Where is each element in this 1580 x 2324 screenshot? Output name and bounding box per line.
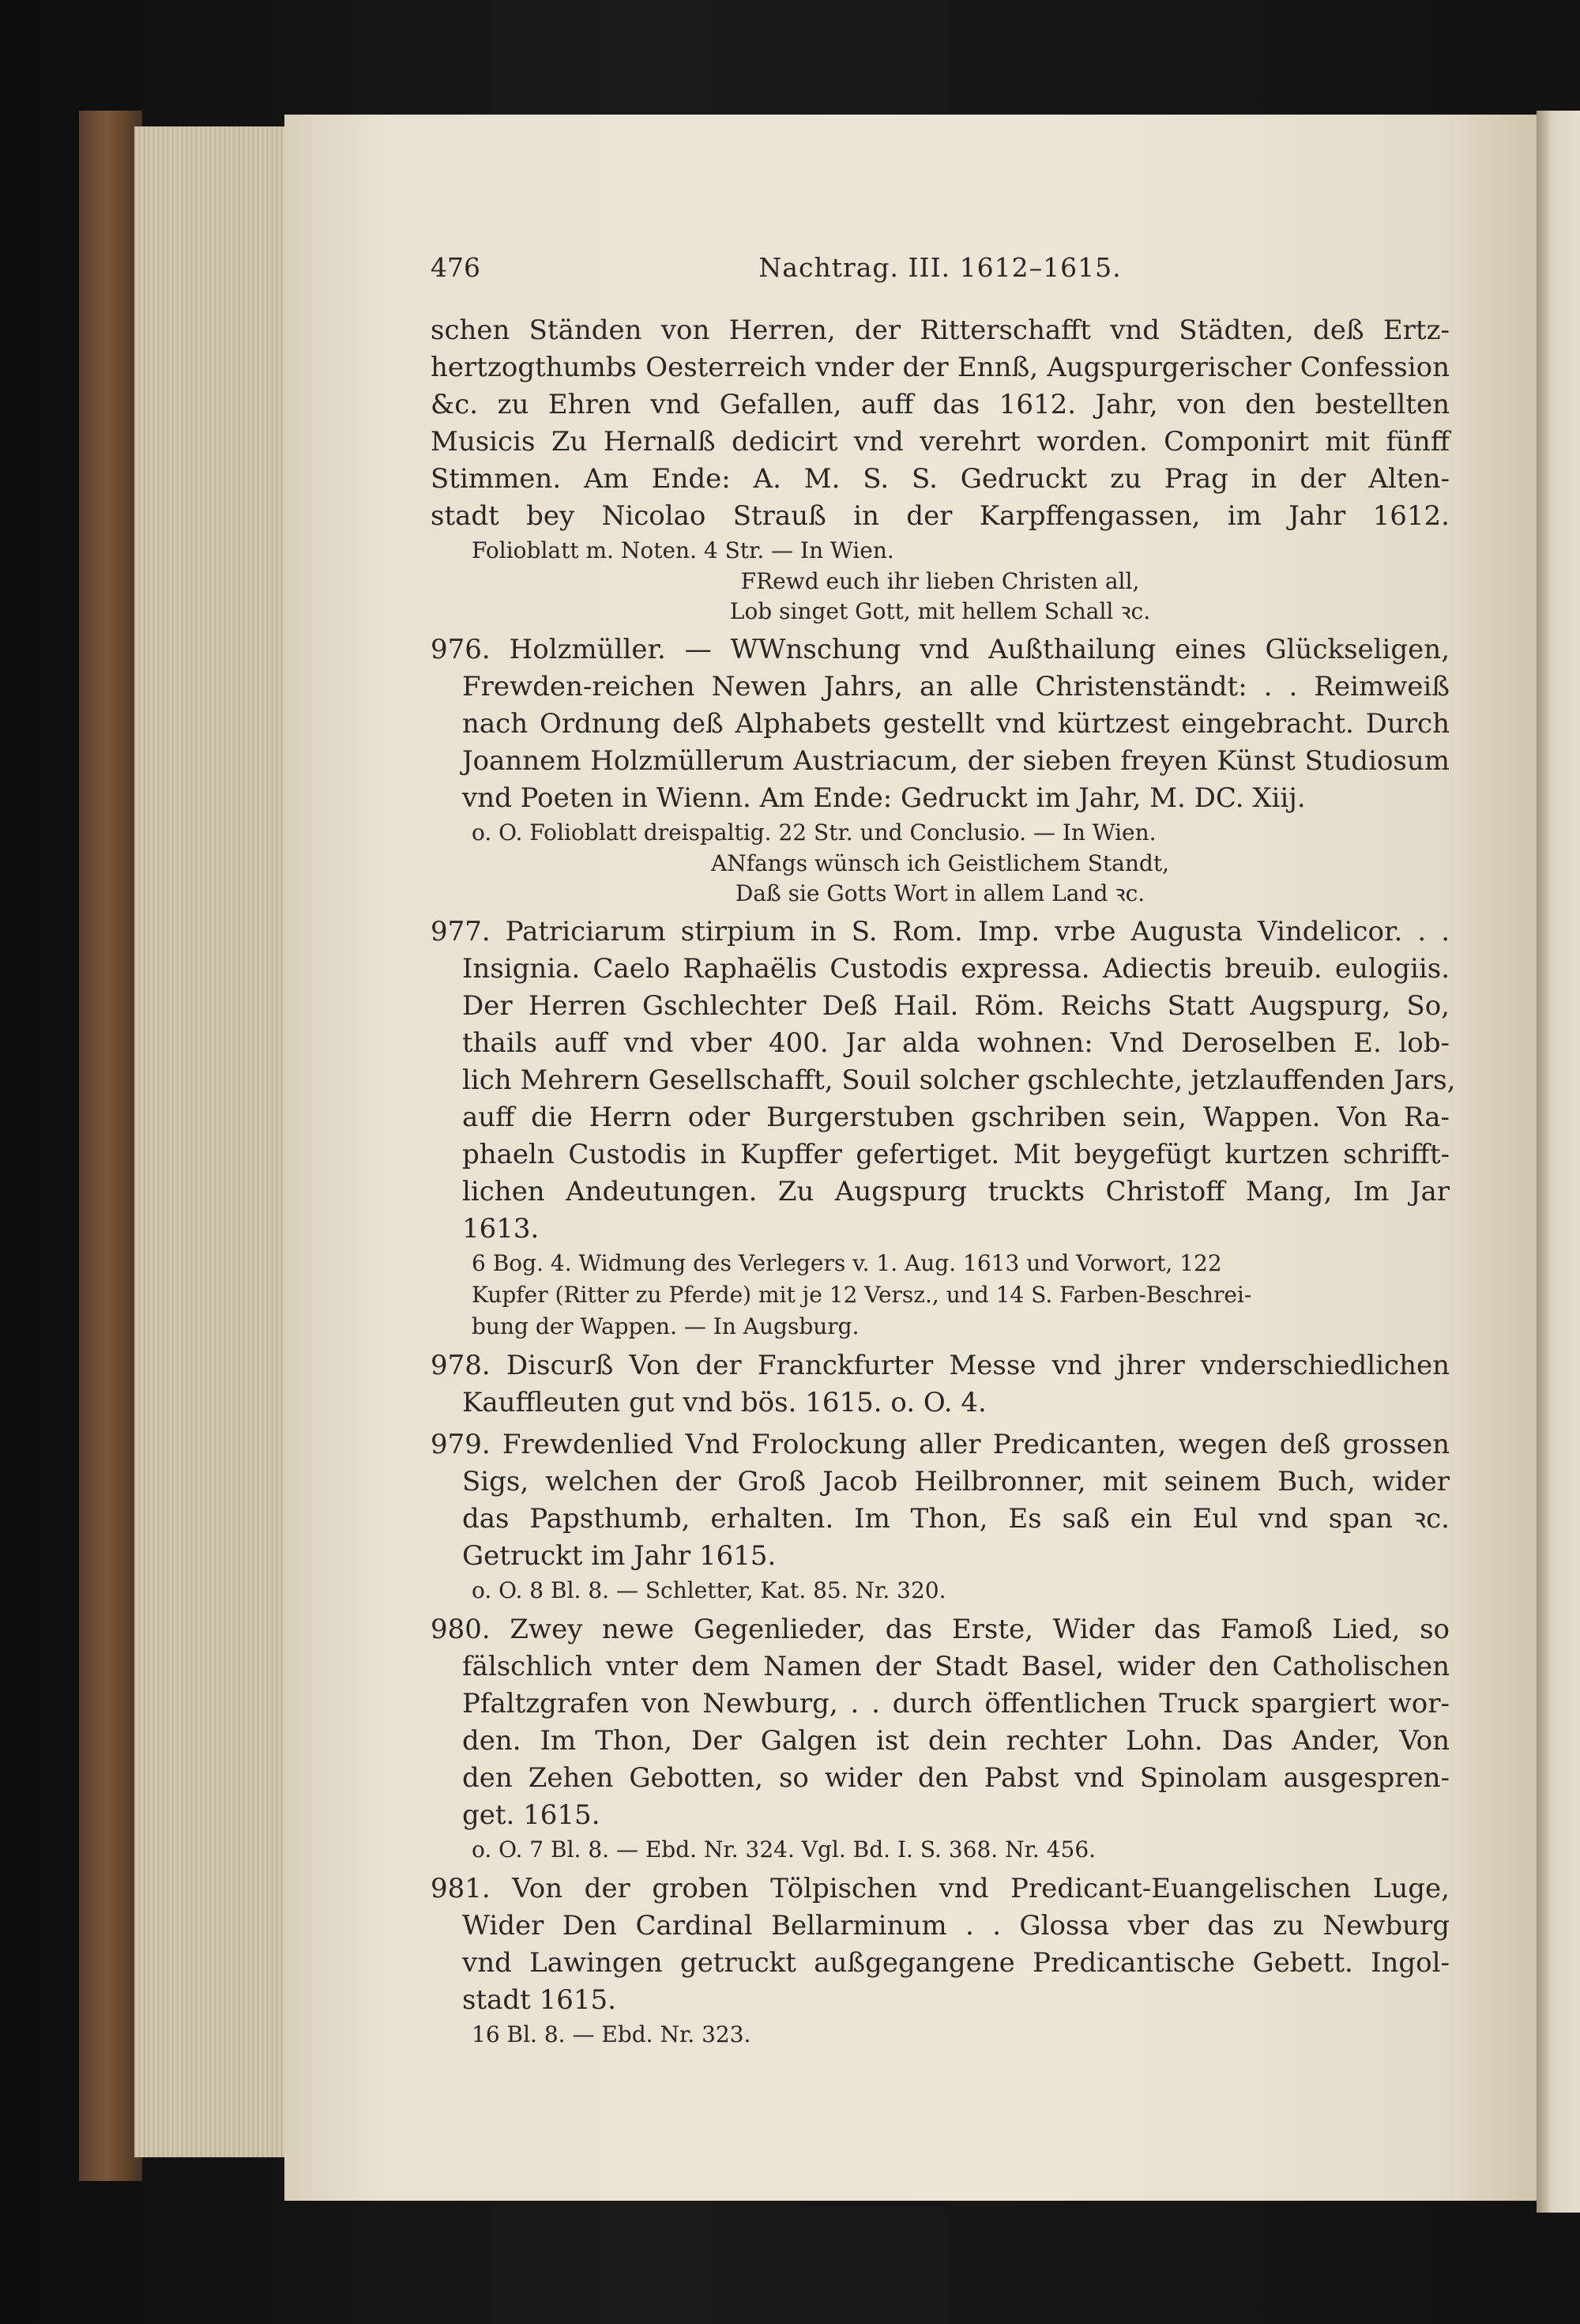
bibliographic-note: Folioblatt m. Noten. 4 Str. — In Wien.: [472, 537, 894, 563]
entry-line: thails auff vnd vber 400. Jar alda wohnen: Vnd Deroselben E. lob-: [462, 1027, 1450, 1059]
entry-line: 978. Discurß Von der Franckfurter Messe vnd jhrer vnderschiedlichen: [431, 1350, 1450, 1381]
entry-line: Insignia. Caelo Raphaëlis Custodis expressa. Adiectis breuib. eulogiis.: [462, 953, 1450, 985]
catalog-entry: [431, 1611, 1450, 1866]
text-line: schen Ständen von Herren, der Ritterschafft vnd Städten, deß Ertz-: [431, 315, 1450, 346]
catalog-entry: [431, 913, 1456, 1343]
text-line: Stimmen. Am Ende: A. M. S. S. Gedruckt zu Prag in der Alten-: [431, 463, 1450, 495]
entry-line: 980. Zwey newe Gegenlieder, das Erste, Wider das Famoß Lied, so: [431, 1614, 1450, 1645]
text-line: hertzogthumbs Oesterreich vnder der Ennß, Augspurgerischer Confession: [431, 352, 1450, 383]
entry-line: Kauffleuten gut vnd bös. 1615. o. O. 4.: [462, 1387, 987, 1418]
page-number: 476: [431, 252, 480, 283]
intro-continuation: [431, 312, 1450, 627]
catalog-entry: [431, 1870, 1450, 2051]
bibliographic-note: 6 Bog. 4. Widmung des Verlegers v. 1. Aug. 1613 und Vorwort, 122: [472, 1250, 1222, 1276]
entry-line: Pfaltzgrafen von Newburg, . . durch öffentlichen Truck spargiert wor-: [462, 1688, 1450, 1719]
entry-list: [431, 631, 1456, 2051]
entry-line: Wider Den Cardinal Bellarminum . . Glossa vber das zu Newburg: [462, 1910, 1450, 1942]
catalog-entry: [431, 631, 1450, 909]
entry-line: vnd Lawingen getruckt außgegangene Predicantische Gebett. Ingol-: [462, 1947, 1450, 1979]
bibliographic-note: bung der Wappen. — In Augsburg.: [472, 1313, 860, 1339]
entry-line: stadt 1615.: [462, 1984, 616, 2016]
entry-line: vnd Poeten in Wienn. Am Ende: Gedruckt im Jahr, M. DC. Xiij.: [462, 782, 1306, 814]
verse-line: FRewd euch ihr lieben Christen all,: [740, 568, 1140, 594]
entry-line: den Zehen Gebotten, so wider den Pabst vnd Spinolam ausgespren-: [462, 1762, 1450, 1794]
catalog-entry: [431, 1426, 1450, 1606]
entry-line: get. 1615.: [462, 1799, 600, 1831]
entry-line: fälschlich vnter dem Namen der Stadt Basel, wider den Catholischen: [462, 1651, 1450, 1682]
entry-line: phaeln Custodis in Kupffer gefertiget. Mit beygefügt kurtzen schrifft-: [462, 1139, 1450, 1170]
bibliographic-note: Kupfer (Ritter zu Pferde) mit je 12 Versz., und 14 S. Farben-Beschrei-: [472, 1282, 1252, 1308]
book-cover-edge: [79, 111, 142, 2181]
entry-line: 977. Patriciarum stirpium in S. Rom. Imp. vrbe Augusta Vindelicor. . .: [431, 916, 1450, 947]
entry-line: 981. Von der groben Tölpischen vnd Predicant-Euangelischen Luge,: [431, 1873, 1450, 1904]
entry-line: lich Mehrern Gesellschafft, Souil solcher gschlechte, jetzlauffenden Jars,: [462, 1064, 1456, 1096]
entry-line: Joannem Holzmüllerum Austriacum, der sieben freyen Künst Studiosum: [462, 745, 1450, 777]
page-header: [431, 249, 1450, 296]
entry-line: das Papsthumb, erhalten. Im Thon, Es saß ein Eul vnd span ꝛc.: [462, 1503, 1450, 1535]
page-text: [431, 249, 1456, 2051]
bibliographic-note: 16 Bl. 8. — Ebd. Nr. 323.: [472, 2021, 751, 2047]
text-line: stadt bey Nicolao Strauß in der Karpffengassen, im Jahr 1612.: [431, 500, 1450, 532]
entry-line: 979. Frewdenlied Vnd Frolockung aller Predicanten, wegen deß grossen: [431, 1429, 1450, 1460]
entry-line: den. Im Thon, Der Galgen ist dein rechter Lohn. Das Ander, Von: [462, 1725, 1450, 1757]
verse-line: Lob singet Gott, mit hellem Schall ꝛc.: [729, 598, 1151, 624]
entry-line: Sigs, welchen der Groß Jacob Heilbronner, mit seinem Buch, wider: [462, 1466, 1450, 1497]
entry-line: Der Herren Gschlechter Deß Hail. Röm. Reichs Statt Augspurg, So,: [462, 990, 1450, 1022]
entry-line: 976. Holzmüller. — WWnschung vnd Außthailung eines Glückseligen,: [431, 634, 1450, 665]
running-title: Nachtrag. III. 1612–1615.: [758, 252, 1122, 283]
bibliographic-note: o. O. Folioblatt dreispaltig. 22 Str. und Conclusio. — In Wien.: [472, 819, 1157, 846]
entry-line: nach Ordnung deß Alphabets gestellt vnd kürtzest eingebracht. Durch: [462, 708, 1450, 740]
catalog-entry: [431, 1347, 1450, 1422]
entry-line: Getruckt im Jahr 1615.: [462, 1540, 777, 1572]
bibliographic-note: o. O. 8 Bl. 8. — Schletter, Kat. 85. Nr. 320.: [472, 1577, 946, 1603]
text-line: &c. zu Ehren vnd Gefallen, auff das 1612. Jahr, von den bestellten: [431, 389, 1450, 420]
entry-line: 1613.: [462, 1213, 540, 1245]
entry-line: Frewden-reichen Newen Jahrs, an alle Christenständt: . . Reimweiß: [462, 671, 1450, 702]
page-stack-edge: [134, 126, 292, 2157]
text-line: Musicis Zu Hernalß dedicirt vnd verehrt worden. Componirt mit fünff: [431, 426, 1450, 458]
verse-line: ANfangs wünsch ich Geistlichem Standt,: [711, 850, 1169, 876]
entry-line: auff die Herrn oder Burgerstuben gschriben sein, Wappen. Von Ra-: [462, 1102, 1450, 1133]
entry-line: lichen Andeutungen. Zu Augspurg truckts Christoff Mang, Im Jar: [462, 1176, 1450, 1207]
verse-line: Daß sie Gotts Wort in allem Land ꝛc.: [735, 880, 1146, 906]
bibliographic-note: o. O. 7 Bl. 8. — Ebd. Nr. 324. Vgl. Bd. I. S. 368. Nr. 456.: [472, 1836, 1097, 1863]
facing-page-edge: [1537, 111, 1580, 2213]
